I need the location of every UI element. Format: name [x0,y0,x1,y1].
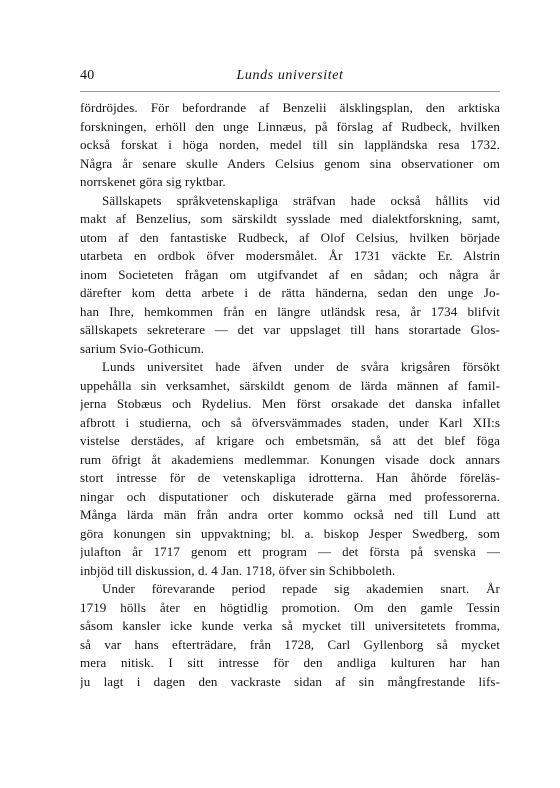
running-head [80,68,500,86]
text-line: norrskenet göra sig ryktbar. [80,174,226,189]
text-line: vistelse derstädes, af krigare och embetsmän, så att det blef föga [80,433,500,448]
text-line: forskningen, erhöll den unge Linnæus, på förslag af Rudbeck, hvilken [80,118,500,134]
text-line: stort intresse för de vetenskapliga idrotterna. Han åhörde föreläs- [80,470,500,485]
text-line: julafton år 1717 genom ett program — det första på svenska — [80,544,500,559]
text-line: såsom kansler icke kunde verka så mycket till universitetets fromma, [80,618,500,633]
text-line: också forskat i höga norden, medel till sin lappländska resa 1732. [80,137,500,152]
text-line: ningar och disputationer och diskuterade gärna med professorerna. [80,488,500,504]
text-line: 1719 hölls åter en högtidlig promotion. Om den gamle Tessin [80,599,500,615]
text-line: Lunds universitet hade äfven under de svåra krigsåren försökt [102,359,500,374]
page-number: 40 [80,68,95,83]
text-line: han Ihre, hemkommen från en längre utländsk resa, år 1734 blifvit [80,303,500,319]
text-line: så var hans efterträdare, från 1728, Carl Gyllenborg så mycket [80,636,500,652]
text-line: därefter kom detta arbete i de rätta händerna, sedan den unge Jo- [80,285,500,300]
text-line: göra konungen sin uppvaktning; bl. a. biskop Jesper Swedberg, som [80,525,500,541]
text-line: Många lärda män från andra orter kommo också ned till Lund att [80,507,500,522]
text-line: sarium Svio-Gothicum. [80,340,205,356]
text-line: uppehålla sin verksamhet, särskildt genom de lärda männen af famil- [80,377,500,393]
text-line: utom af den fantastiske Rudbeck, af Olof Celsius, hvilken började [80,229,500,245]
text-line: Några år senare skulle Anders Celsius genom sina observationer om [80,155,500,171]
text-line: fördröjdes. För befordrande af Benzelii älsklingsplan, den arktiska [80,100,500,115]
body-text [80,99,500,691]
running-title: Lunds universitet [236,68,344,83]
text-line: jerna Stobæus och Rydelius. Men först orsakade det danska infallet [80,396,500,411]
text-line: Sällskapets språkvetenskapliga sträfvan hade också hållits vid [102,192,500,208]
text-line: utarbeta en ordbok öfver modersmålet. År 1731 väckte Er. Alstrin [80,248,500,263]
text-line: inom Societeten frågan om utgifvandet af en sådan; och några år [80,266,500,282]
text-line: inbjöd till diskussion, d. 4 Jan. 1718, öfver sin Schibboleth. [80,562,396,578]
text-line: makt af Benzelius, som särskildt sysslade med dialektforskning, samt, [80,211,500,226]
text-line: mera nitisk. I sitt intresse för den andliga kulturen har han [80,655,500,670]
text-line: sällskapets sekreterare — det var uppslaget till hans storartade Glos- [80,322,500,337]
text-line: afbrott i studierna, och så öfversvämmades staden, under Karl XII:s [80,414,500,430]
header-rule [80,91,500,92]
text-line: Under förevarande period repade sig akademien snart. År [102,581,500,596]
text-line: ju lagt i dagen den vackraste sidan af sin mångfrestande lifs- [80,673,500,689]
text-line: rum öfrigt åt akademiens medlemmar. Konungen visade dock annars [80,451,500,467]
